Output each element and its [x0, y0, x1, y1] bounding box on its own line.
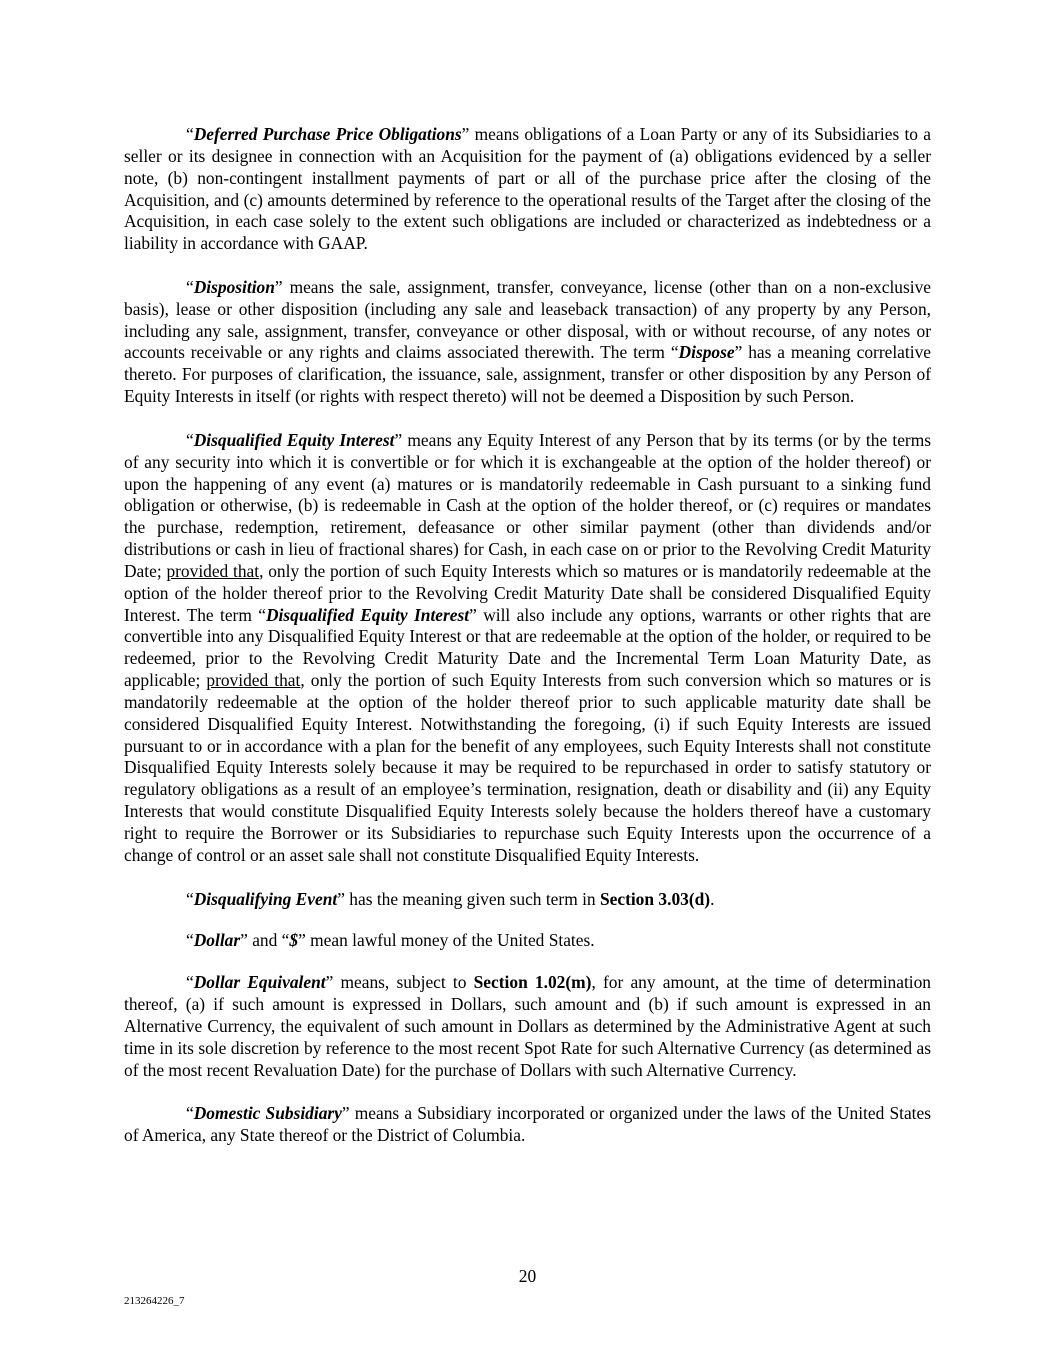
definition-text: ” has the meaning given such term in	[337, 888, 600, 909]
document-id: 213264226_7	[124, 1295, 185, 1307]
definition-text: .	[710, 888, 715, 909]
definition-text: “	[186, 1103, 194, 1124]
defined-term: Dispose	[678, 342, 735, 363]
defined-term: Disqualified Equity Interest	[265, 604, 470, 625]
defined-term: Disqualified Equity Interest	[193, 429, 395, 450]
definition-text: ” will also include any options, warrants or other rights that are convertible into any Disqualified Equity Interest or that are redeemable at the option of the holder, or required to be redeemed, prior to the Revolving Credit Maturity Date and the Incremental Term Loan Maturity Date, as applicable;	[124, 604, 931, 691]
definition-text: ” means, subject to	[325, 972, 474, 993]
defined-term: Dollar	[193, 930, 241, 951]
definition-text: “	[186, 930, 194, 951]
definition-text: ” and “	[240, 930, 290, 951]
proviso-text: provided that	[166, 560, 260, 581]
definition-text: ” means obligations of a Loan Party or any of its Subsidiaries to a seller or its designee in connection with an Acquisition for the payment of (a) obligations evidenced by a seller note, (b) non-contingent installment payments of part or all of the purchase price after the closing of the Acquisition, and (c) amounts determined by reference to the operational results of the Target after the closing of the Acquisition, in each case solely to the extent such obligations are included or characterized as indebtedness or a liability in accordance with GAAP.	[124, 124, 931, 254]
defined-term: $	[289, 930, 299, 951]
page-number: 20	[518, 1266, 537, 1286]
section-reference: Section 1.02(m)	[473, 972, 592, 993]
definition-text: ” means any Equity Interest of any Person that by its terms (or by the terms of any security into which it is convertible or for which it is exchangeable at the option of the holder thereof) or upon the happening of any event (a) matures or is mandatorily redeemable in Cash pursuant to a sinking fund obligation or otherwise, (b) is redeemable in Cash at the option of the holder thereof, or (c) requires or mandates the purchase, redemption, retirement, defeasance or other similar payment (other than dividends and/or distributions or cash in lieu of fractional shares) for Cash, in each case on or prior to the Revolving Credit Maturity Date;	[124, 429, 931, 581]
proviso-text: provided that	[206, 670, 301, 691]
defined-term: Disqualifying Event	[193, 888, 338, 909]
document-body	[124, 124, 931, 1169]
definition-text: “	[186, 124, 194, 144]
definition-text: , for any amount, at the time of determination thereof, (a) if such amount is expressed in Dollars, such amount and (b) if such amount is expressed in an Alternative Currency, the equivalent of such amount in Dollars as determined by the Administrative Agent at such time in its sole discretion by reference to the most recent Spot Rate for such Alternative Currency (as determined as of the most recent Revaluation Date) for the purchase of Dollars with such Alternative Currency.	[124, 972, 931, 1080]
definition-disqualifying-event	[124, 889, 931, 911]
definition-text: “	[186, 888, 194, 909]
defined-term: Dollar Equivalent	[193, 972, 326, 993]
definition-text: “	[186, 276, 194, 297]
defined-term: Deferred Purchase Price Obligations	[193, 124, 462, 144]
definition-domestic-subsidiary	[124, 1103, 931, 1147]
definition-disqualified-equity-interest	[124, 430, 931, 867]
definition-text: “	[186, 972, 194, 993]
definition-disposition	[124, 277, 931, 408]
definition-text: ” means the sale, assignment, transfer, conveyance, license (other than on a non-exclusive basis), lease or other disposition (including any sale and leaseback transaction) of any property by any Person, including any sale, assignment, transfer, conveyance or other disposal, with or without recourse, of any notes or accounts receivable or any rights and claims associated therewith. The term “	[124, 276, 931, 363]
definition-text: “	[186, 429, 194, 450]
definition-text: ” mean lawful money of the United States.	[298, 930, 595, 951]
definition-text: , only the portion of such Equity Interests which so matures or is mandatorily redeemable at the option of the holder thereof prior to the Revolving Credit Maturity Date shall be considered Disqualified Equity Interest. The term “	[124, 560, 931, 625]
section-reference: Section 3.03(d)	[599, 888, 711, 909]
definition-text: ” means a Subsidiary incorporated or organized under the laws of the United States of America, any State thereof or the District of Columbia.	[124, 1103, 931, 1146]
defined-term: Disposition	[193, 276, 275, 297]
definition-dollar	[124, 930, 931, 952]
definition-dollar-equivalent	[124, 972, 931, 1081]
definition-text: , only the portion of such Equity Interests from such conversion which so matures or is mandatorily redeemable at the option of the holder thereof prior to such applicable maturity date shall be considered Disqualified Equity Interest. Notwithstanding the foregoing, (i) if such Equity Interests are issued pursuant to or in accordance with a plan for the benefit of any employees, such Equity Interests shall not constitute Disqualified Equity Interests solely because it may be required to be repurchased in order to satisfy statutory or regulatory obligations as a result of an employee’s termination, resignation, death or disability and (ii) any Equity Interests that would constitute Disqualified Equity Interests solely because the holders thereof have a customary right to require the Borrower or its Subsidiaries to repurchase such Equity Interests upon the occurrence of a change of control or an asset sale shall not constitute Disqualified Equity Interests.	[124, 670, 932, 865]
definition-deferred-purchase-price-obligations	[124, 124, 931, 255]
definition-text: ” has a meaning correlative thereto. For purposes of clarification, the issuance, sale, assignment, transfer or other disposition by any Person of Equity Interests in itself (or rights with respect thereto) will not be deemed a Disposition by such Person.	[124, 342, 931, 407]
defined-term: Domestic Subsidiary	[193, 1103, 342, 1124]
